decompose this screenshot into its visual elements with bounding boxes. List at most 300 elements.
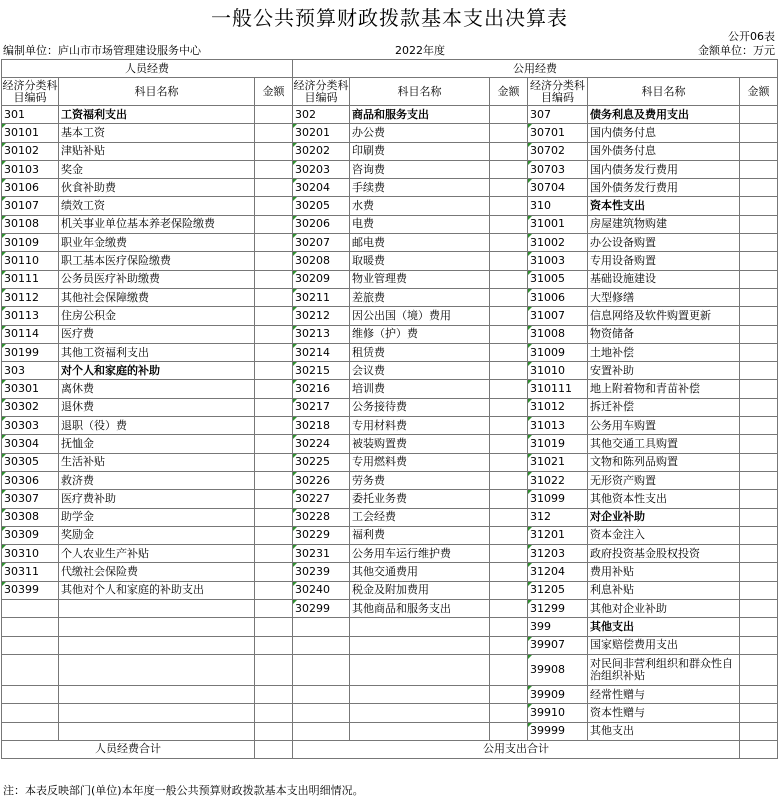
row-amount-cell: [740, 288, 778, 306]
row-name-cell: 其他资本性支出: [588, 490, 740, 508]
row-amount-cell: [740, 362, 778, 380]
row-amount-cell: [255, 471, 293, 489]
row-amount-cell: [490, 343, 528, 361]
row-amount-cell: [740, 142, 778, 160]
row-name-cell: 伙食补助费: [59, 179, 255, 197]
table-row: [2, 398, 778, 416]
row-name-cell: 其他商品和服务支出: [350, 600, 490, 618]
row-name-cell: 政府投资基金股权投资: [588, 545, 740, 563]
col-amount-header: 金额: [255, 78, 293, 106]
row-amount-cell: [490, 563, 528, 581]
row-name-cell: 专用材料费: [350, 417, 490, 435]
row-code-cell: 30206: [293, 215, 350, 233]
personnel-total-label: 人员经费合计: [2, 740, 255, 758]
row-code-cell: 39908: [528, 654, 588, 685]
row-name-cell: 费用补贴: [588, 563, 740, 581]
row-code-cell: 30217: [293, 398, 350, 416]
row-amount-cell: [255, 545, 293, 563]
row-code-cell: 30304: [2, 435, 59, 453]
row-name-cell: 文物和陈列品购置: [588, 453, 740, 471]
table-row: [2, 704, 778, 722]
row-name-cell: [350, 636, 490, 654]
row-code-cell: 30307: [2, 490, 59, 508]
row-code-cell: 310: [528, 197, 588, 215]
row-amount-cell: [490, 581, 528, 599]
row-amount-cell: [255, 508, 293, 526]
row-code-cell: 30226: [293, 471, 350, 489]
row-code-cell: 31002: [528, 234, 588, 252]
row-code-cell: 30701: [528, 124, 588, 142]
row-code-cell: 30112: [2, 288, 59, 306]
row-name-cell: 绩效工资: [59, 197, 255, 215]
row-code-cell: [293, 636, 350, 654]
row-name-cell: 被装购置费: [350, 435, 490, 453]
row-code-cell: 30225: [293, 453, 350, 471]
row-code-cell: 31010: [528, 362, 588, 380]
row-amount-cell: [255, 563, 293, 581]
row-code-cell: [293, 618, 350, 636]
row-name-cell: 委托业务费: [350, 490, 490, 508]
table-row: [2, 722, 778, 740]
row-code-cell: 30310: [2, 545, 59, 563]
row-code-cell: 31299: [528, 600, 588, 618]
row-name-cell: 其他支出: [588, 618, 740, 636]
row-amount-cell: [490, 234, 528, 252]
row-name-cell: 个人农业生产补贴: [59, 545, 255, 563]
row-code-cell: 30399: [2, 581, 59, 599]
row-amount-cell: [255, 288, 293, 306]
row-name-cell: [59, 600, 255, 618]
row-code-cell: 31022: [528, 471, 588, 489]
row-amount-cell: [255, 179, 293, 197]
row-code-cell: 30299: [293, 600, 350, 618]
row-name-cell: 国家赔偿费用支出: [588, 636, 740, 654]
row-name-cell: 拆迁补偿: [588, 398, 740, 416]
row-code-cell: 30311: [2, 563, 59, 581]
row-name-cell: 地上附着物和青苗补偿: [588, 380, 740, 398]
row-code-cell: 30203: [293, 160, 350, 178]
row-amount-cell: [740, 417, 778, 435]
row-code-cell: 30207: [293, 234, 350, 252]
table-row: [2, 160, 778, 178]
row-amount-cell: [255, 252, 293, 270]
row-name-cell: 工会经费: [350, 508, 490, 526]
row-amount-cell: [490, 307, 528, 325]
row-name-cell: 债务利息及费用支出: [588, 106, 740, 124]
row-code-cell: [2, 636, 59, 654]
row-name-cell: 工资福利支出: [59, 106, 255, 124]
row-code-cell: 31204: [528, 563, 588, 581]
row-code-cell: 30215: [293, 362, 350, 380]
row-name-cell: 物业管理费: [350, 270, 490, 288]
row-amount-cell: [490, 215, 528, 233]
row-amount-cell: [740, 270, 778, 288]
row-amount-cell: [490, 325, 528, 343]
row-code-cell: 302: [293, 106, 350, 124]
row-name-cell: 国内债务付息: [588, 124, 740, 142]
row-code-cell: 30102: [2, 142, 59, 160]
row-code-cell: 30209: [293, 270, 350, 288]
row-amount-cell: [255, 581, 293, 599]
row-code-cell: 30302: [2, 398, 59, 416]
row-code-cell: 30212: [293, 307, 350, 325]
row-name-cell: 住房公积金: [59, 307, 255, 325]
row-code-cell: 30201: [293, 124, 350, 142]
row-amount-cell: [255, 636, 293, 654]
row-code-cell: 39907: [528, 636, 588, 654]
row-amount-cell: [490, 545, 528, 563]
row-code-cell: 30211: [293, 288, 350, 306]
row-name-cell: [59, 722, 255, 740]
row-amount-cell: [740, 215, 778, 233]
col-amount-header: 金额: [490, 78, 528, 106]
row-name-cell: 对企业补助: [588, 508, 740, 526]
row-amount-cell: [740, 471, 778, 489]
row-code-cell: 30106: [2, 179, 59, 197]
row-code-cell: 30309: [2, 526, 59, 544]
row-name-cell: 差旅费: [350, 288, 490, 306]
row-code-cell: 30111: [2, 270, 59, 288]
table-row: [2, 490, 778, 508]
row-name-cell: 其他对个人和家庭的补助支出: [59, 581, 255, 599]
row-amount-cell: [490, 722, 528, 740]
table-row: [2, 685, 778, 703]
table-row: [2, 471, 778, 489]
row-name-cell: 安置补助: [588, 362, 740, 380]
row-code-cell: 30205: [293, 197, 350, 215]
row-name-cell: 电费: [350, 215, 490, 233]
row-amount-cell: [740, 685, 778, 703]
row-code-cell: 31008: [528, 325, 588, 343]
row-amount-cell: [740, 325, 778, 343]
row-name-cell: 手续费: [350, 179, 490, 197]
row-code-cell: 30305: [2, 453, 59, 471]
row-amount-cell: [255, 307, 293, 325]
row-amount-cell: [255, 124, 293, 142]
col-name-header: 科目名称: [588, 78, 740, 106]
row-amount-cell: [490, 124, 528, 142]
row-code-cell: 307: [528, 106, 588, 124]
row-code-cell: 301: [2, 106, 59, 124]
table-row: [2, 380, 778, 398]
row-name-cell: 机关事业单位基本养老保险缴费: [59, 215, 255, 233]
table-row: [2, 325, 778, 343]
row-amount-cell: [255, 215, 293, 233]
row-amount-cell: [255, 325, 293, 343]
row-name-cell: 国内债务发行费用: [588, 160, 740, 178]
row-code-cell: 30218: [293, 417, 350, 435]
row-code-cell: 30101: [2, 124, 59, 142]
row-name-cell: 其他交通工具购置: [588, 435, 740, 453]
row-name-cell: 大型修缮: [588, 288, 740, 306]
row-amount-cell: [740, 508, 778, 526]
row-name-cell: 信息网络及软件购置更新: [588, 307, 740, 325]
row-amount-cell: [740, 600, 778, 618]
row-amount-cell: [740, 106, 778, 124]
row-name-cell: 取暖费: [350, 252, 490, 270]
row-code-cell: 30208: [293, 252, 350, 270]
table-row: [2, 197, 778, 215]
row-code-cell: 30107: [2, 197, 59, 215]
row-code-cell: 30110: [2, 252, 59, 270]
row-amount-cell: [740, 526, 778, 544]
row-name-cell: 税金及附加费用: [350, 581, 490, 599]
row-name-cell: [59, 636, 255, 654]
row-name-cell: 其他对企业补助: [588, 600, 740, 618]
row-amount-cell: [490, 685, 528, 703]
table-row: [2, 545, 778, 563]
page-title: 一般公共预算财政拨款基本支出决算表: [211, 6, 568, 30]
table-row: [2, 252, 778, 270]
row-amount-cell: [490, 704, 528, 722]
row-name-cell: 会议费: [350, 362, 490, 380]
form-code: 公开06表: [728, 30, 775, 43]
footnote: 注：本表反映部门(单位)本年度一般公共预算财政拨款基本支出明细情况。: [3, 784, 364, 797]
row-name-cell: 利息补贴: [588, 581, 740, 599]
year-label: 2022年度: [395, 44, 445, 57]
public-header: 公用经费: [293, 60, 778, 78]
row-name-cell: 其他支出: [588, 722, 740, 740]
row-name-cell: 其他工资福利支出: [59, 343, 255, 361]
row-code-cell: [2, 685, 59, 703]
row-name-cell: [59, 654, 255, 685]
row-name-cell: 土地补偿: [588, 343, 740, 361]
personnel-total-amount: [255, 740, 293, 758]
row-name-cell: 助学金: [59, 508, 255, 526]
row-code-cell: 31001: [528, 215, 588, 233]
row-code-cell: 30240: [293, 581, 350, 599]
row-amount-cell: [490, 490, 528, 508]
row-amount-cell: [740, 490, 778, 508]
table-row: [2, 600, 778, 618]
row-code-cell: [2, 600, 59, 618]
row-code-cell: 31013: [528, 417, 588, 435]
personnel-header: 人员经费: [2, 60, 293, 78]
row-name-cell: 资本性支出: [588, 197, 740, 215]
row-name-cell: 物资储备: [588, 325, 740, 343]
row-name-cell: 退职（役）费: [59, 417, 255, 435]
row-name-cell: 职业年金缴费: [59, 234, 255, 252]
row-code-cell: 30224: [293, 435, 350, 453]
row-amount-cell: [490, 179, 528, 197]
row-code-cell: 30103: [2, 160, 59, 178]
row-amount-cell: [255, 618, 293, 636]
row-name-cell: 公务用车运行维护费: [350, 545, 490, 563]
table-row: [2, 508, 778, 526]
col-name-header: 科目名称: [350, 78, 490, 106]
row-name-cell: 无形资产购置: [588, 471, 740, 489]
row-name-cell: 其他交通费用: [350, 563, 490, 581]
row-amount-cell: [490, 508, 528, 526]
row-amount-cell: [490, 654, 528, 685]
row-code-cell: 30213: [293, 325, 350, 343]
row-code-cell: 30306: [2, 471, 59, 489]
row-name-cell: 租赁费: [350, 343, 490, 361]
row-code-cell: [2, 704, 59, 722]
row-code-cell: 30308: [2, 508, 59, 526]
row-code-cell: 30228: [293, 508, 350, 526]
table-row: [2, 270, 778, 288]
row-code-cell: 30214: [293, 343, 350, 361]
row-amount-cell: [490, 600, 528, 618]
row-code-cell: 30108: [2, 215, 59, 233]
row-code-cell: 30229: [293, 526, 350, 544]
row-name-cell: 职工基本医疗保险缴费: [59, 252, 255, 270]
row-code-cell: 30227: [293, 490, 350, 508]
row-amount-cell: [740, 563, 778, 581]
row-amount-cell: [490, 636, 528, 654]
row-amount-cell: [740, 234, 778, 252]
table-row: [2, 618, 778, 636]
table-row: [2, 581, 778, 599]
row-code-cell: 31205: [528, 581, 588, 599]
money-unit-label: 金额单位：万元: [698, 44, 775, 57]
row-amount-cell: [255, 435, 293, 453]
table-row: [2, 526, 778, 544]
row-name-cell: 生活补贴: [59, 453, 255, 471]
row-code-cell: 31099: [528, 490, 588, 508]
row-amount-cell: [740, 179, 778, 197]
row-name-cell: 房屋建筑物购建: [588, 215, 740, 233]
row-amount-cell: [255, 106, 293, 124]
row-name-cell: 维修（护）费: [350, 325, 490, 343]
row-name-cell: 福利费: [350, 526, 490, 544]
row-code-cell: 30109: [2, 234, 59, 252]
row-code-cell: 31019: [528, 435, 588, 453]
col-code-header: 经济分类科目编码: [2, 78, 58, 104]
row-amount-cell: [255, 453, 293, 471]
row-name-cell: [350, 704, 490, 722]
expenditure-table: [1, 59, 778, 759]
row-code-cell: 31006: [528, 288, 588, 306]
public-total-amount: [740, 740, 778, 758]
row-code-cell: 312: [528, 508, 588, 526]
row-amount-cell: [255, 526, 293, 544]
row-amount-cell: [490, 453, 528, 471]
table-row: [2, 435, 778, 453]
row-amount-cell: [740, 252, 778, 270]
row-amount-cell: [255, 490, 293, 508]
table-row: [2, 636, 778, 654]
row-amount-cell: [490, 398, 528, 416]
table-row: [2, 124, 778, 142]
row-amount-cell: [740, 704, 778, 722]
row-code-cell: 31021: [528, 453, 588, 471]
col-code-header: 经济分类科目编码: [293, 78, 349, 104]
row-name-cell: 专用燃料费: [350, 453, 490, 471]
row-name-cell: 资本性赠与: [588, 704, 740, 722]
row-code-cell: 31005: [528, 270, 588, 288]
row-code-cell: 39910: [528, 704, 588, 722]
row-amount-cell: [255, 234, 293, 252]
table-row: [2, 563, 778, 581]
row-name-cell: 印刷费: [350, 142, 490, 160]
row-amount-cell: [490, 380, 528, 398]
row-code-cell: 30704: [528, 179, 588, 197]
row-amount-cell: [490, 252, 528, 270]
row-amount-cell: [490, 618, 528, 636]
row-name-cell: 对民间非营利组织和群众性自治组织补贴: [588, 654, 740, 685]
row-amount-cell: [740, 435, 778, 453]
row-amount-cell: [255, 142, 293, 160]
row-amount-cell: [255, 600, 293, 618]
row-name-cell: 公务用车购置: [588, 417, 740, 435]
row-amount-cell: [740, 197, 778, 215]
row-code-cell: 30114: [2, 325, 59, 343]
row-name-cell: 经常性赠与: [588, 685, 740, 703]
row-code-cell: 31009: [528, 343, 588, 361]
row-amount-cell: [255, 362, 293, 380]
table-row: [2, 179, 778, 197]
row-amount-cell: [740, 581, 778, 599]
table-row: [2, 106, 778, 124]
row-name-cell: 专用设备购置: [588, 252, 740, 270]
row-code-cell: 30303: [2, 417, 59, 435]
row-name-cell: 培训费: [350, 380, 490, 398]
row-code-cell: 31007: [528, 307, 588, 325]
row-amount-cell: [255, 417, 293, 435]
row-amount-cell: [255, 270, 293, 288]
row-code-cell: 310111: [528, 380, 588, 398]
row-amount-cell: [490, 197, 528, 215]
row-code-cell: [293, 654, 350, 685]
row-name-cell: 邮电费: [350, 234, 490, 252]
row-name-cell: 其他社会保障缴费: [59, 288, 255, 306]
totals-row: [2, 740, 778, 758]
row-code-cell: 30113: [2, 307, 59, 325]
row-name-cell: 办公费: [350, 124, 490, 142]
row-amount-cell: [740, 636, 778, 654]
row-name-cell: [59, 704, 255, 722]
row-name-cell: 公务员医疗补助缴费: [59, 270, 255, 288]
row-code-cell: 30702: [528, 142, 588, 160]
row-name-cell: 救济费: [59, 471, 255, 489]
row-name-cell: 医疗费补助: [59, 490, 255, 508]
table-row: [2, 343, 778, 361]
row-name-cell: 国外债务付息: [588, 142, 740, 160]
row-amount-cell: [740, 124, 778, 142]
row-amount-cell: [740, 654, 778, 685]
row-amount-cell: [255, 654, 293, 685]
row-amount-cell: [255, 722, 293, 740]
row-code-cell: 30231: [293, 545, 350, 563]
row-name-cell: 医疗费: [59, 325, 255, 343]
row-name-cell: 津贴补贴: [59, 142, 255, 160]
row-name-cell: 奖金: [59, 160, 255, 178]
row-amount-cell: [255, 160, 293, 178]
row-code-cell: 31012: [528, 398, 588, 416]
row-code-cell: 30204: [293, 179, 350, 197]
table-row: [2, 362, 778, 380]
row-amount-cell: [740, 380, 778, 398]
row-amount-cell: [490, 106, 528, 124]
row-amount-cell: [740, 453, 778, 471]
row-code-cell: 39909: [528, 685, 588, 703]
row-amount-cell: [490, 417, 528, 435]
row-code-cell: 30216: [293, 380, 350, 398]
row-amount-cell: [740, 618, 778, 636]
row-name-cell: 办公设备购置: [588, 234, 740, 252]
row-amount-cell: [490, 362, 528, 380]
row-name-cell: 抚恤金: [59, 435, 255, 453]
row-name-cell: [350, 685, 490, 703]
row-code-cell: [293, 704, 350, 722]
table-row: [2, 307, 778, 325]
unit-label: 编制单位：庐山市市场管理建设服务中心: [3, 44, 201, 57]
row-amount-cell: [255, 398, 293, 416]
row-code-cell: 30202: [293, 142, 350, 160]
row-amount-cell: [740, 307, 778, 325]
